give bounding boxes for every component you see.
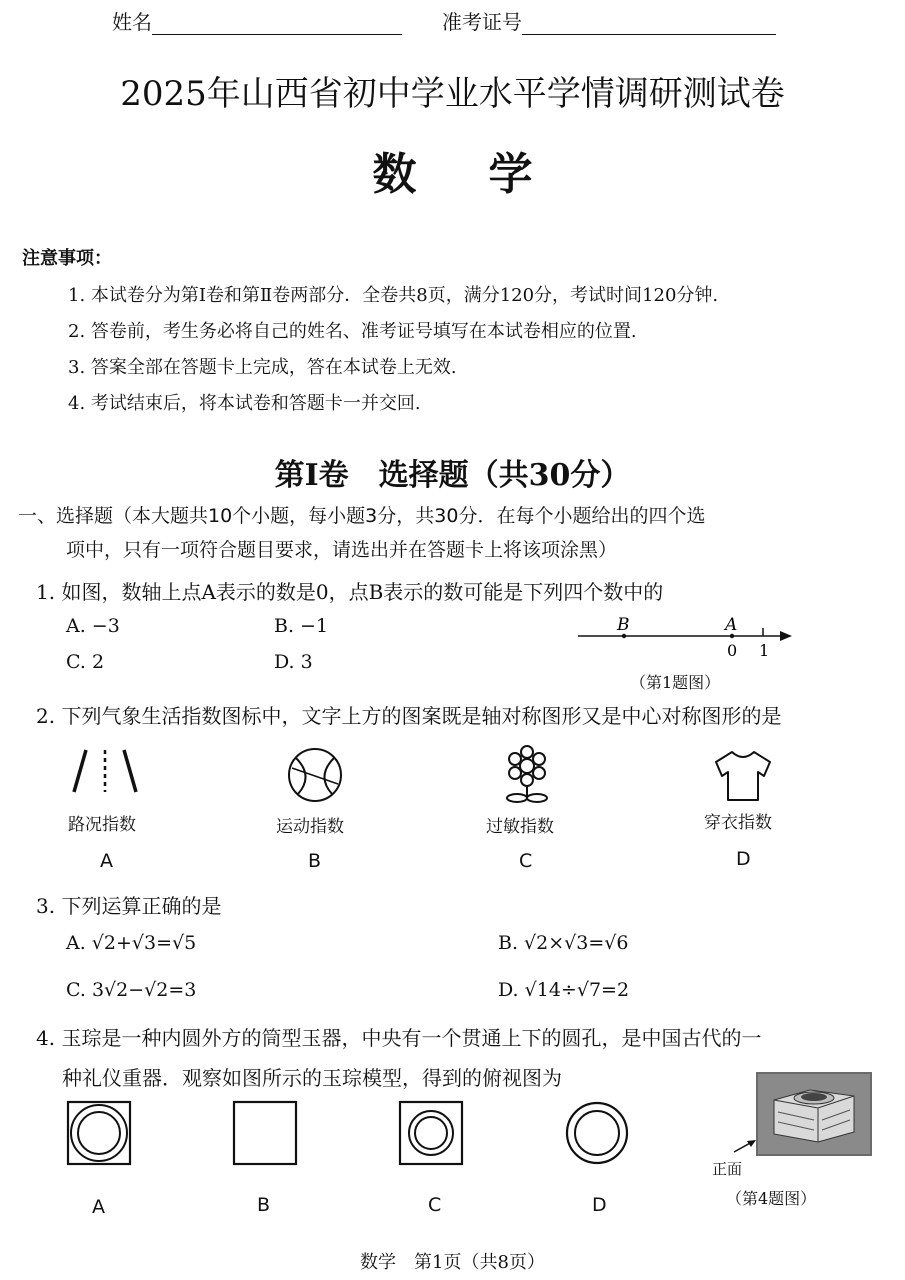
exam-title: 2025年山西省初中学业水平学情调研测试卷 [120, 74, 785, 114]
view-c-figure [398, 1100, 464, 1166]
q4-stem-line1: 4. 玉琮是一种内圆外方的筒型玉器，中央有一个贯通上下的圆孔，是中国古代的一 [36, 1026, 762, 1050]
q3-option-d: D. √14÷√7=2 [498, 979, 630, 1001]
q3-option-c: C. 3√2−√2=3 [66, 979, 197, 1001]
q1-option-b: B. −1 [274, 615, 329, 637]
q4-stem-line2: 种礼仪重器．观察如图所示的玉琮模型，得到的俯视图为 [62, 1066, 562, 1090]
name-underline [152, 16, 402, 35]
q3-option-b: B. √2×√3=√6 [498, 932, 629, 954]
page-footer: 数学 第1页（共8页） [360, 1252, 545, 1273]
q4-caption: （第4题图） [726, 1189, 817, 1208]
q3-stem: 3. 下列运算正确的是 [36, 894, 222, 918]
q1-option-a: A. −3 [66, 615, 120, 637]
tick-1-label: 1 [759, 641, 770, 660]
point-b-label: B [617, 615, 630, 635]
q3-option-a: A. √2+√3=√5 [66, 932, 197, 954]
q2-stem: 2. 下列气象生活指数图标中，文字上方的图案既是轴对称图形又是中心对称图形的是 [36, 704, 782, 728]
shirt-icon [712, 748, 774, 804]
notice-item: 4. 考试结束后，将本试卷和答题卡一并交回. [68, 393, 421, 414]
notice-item: 3. 答案全部在答题卡上完成，答在本试卷上无效. [68, 357, 457, 378]
flower-icon [496, 744, 558, 806]
q1-option-c: C. 2 [66, 651, 105, 673]
q2-letter-a: A [100, 850, 113, 872]
part1-line1: 一、选择题（本大题共10个小题，每小题3分，共30分．在每个小题给出的四个选 [18, 505, 706, 527]
point-a-label: A [725, 615, 738, 635]
number-line-figure [570, 612, 800, 664]
q1-stem: 1. 如图，数轴上点A表示的数是0，点B表示的数可能是下列四个数中的 [36, 580, 664, 604]
arrow-icon [780, 631, 792, 641]
q2-letter-c: C [519, 850, 533, 872]
front-label: 正面 [712, 1160, 743, 1178]
q2-letter-b: B [308, 850, 322, 872]
ball-icon [284, 746, 346, 804]
id-label: 准考证号 [442, 10, 522, 34]
icon-label-a: 路况指数 [68, 815, 136, 835]
tick-0-label: 0 [727, 641, 738, 660]
notice-item: 2. 答卷前，考生务必将自己的姓名、准考证号填写在本试卷相应的位置. [68, 321, 637, 342]
id-field [442, 6, 776, 35]
icon-label-b: 运动指数 [276, 817, 344, 837]
notice-item: 1. 本试卷分为第Ⅰ卷和第Ⅱ卷两部分．全卷共8页，满分120分，考试时间120分钟. [68, 285, 719, 306]
icon-label-d: 穿衣指数 [704, 813, 772, 833]
notice-heading: 注意事项： [22, 248, 112, 269]
view-b-figure [232, 1100, 298, 1166]
section-title: 第Ⅰ卷 选择题（共30分） [274, 458, 631, 493]
part1-line2: 项中，只有一项符合题目要求，请选出并在答题卡上将该项涂黑） [66, 539, 618, 561]
name-field [112, 6, 402, 35]
icon-label-c: 过敏指数 [486, 817, 554, 837]
q4-letter-b: B [257, 1194, 271, 1216]
q1-option-d: D. 3 [274, 651, 313, 673]
jade-cong-photo [714, 1066, 874, 1162]
subject-title: 数学 [372, 149, 605, 200]
name-label: 姓名 [112, 10, 152, 34]
id-underline [522, 16, 776, 35]
view-a-figure [66, 1100, 132, 1166]
road-icon [68, 746, 142, 798]
q4-letter-d: D [592, 1194, 607, 1216]
q4-letter-a: A [92, 1196, 105, 1218]
view-d-figure [564, 1100, 630, 1166]
q4-letter-c: C [428, 1194, 442, 1216]
q2-letter-d: D [736, 848, 751, 870]
q1-caption: （第1题图） [630, 673, 721, 692]
